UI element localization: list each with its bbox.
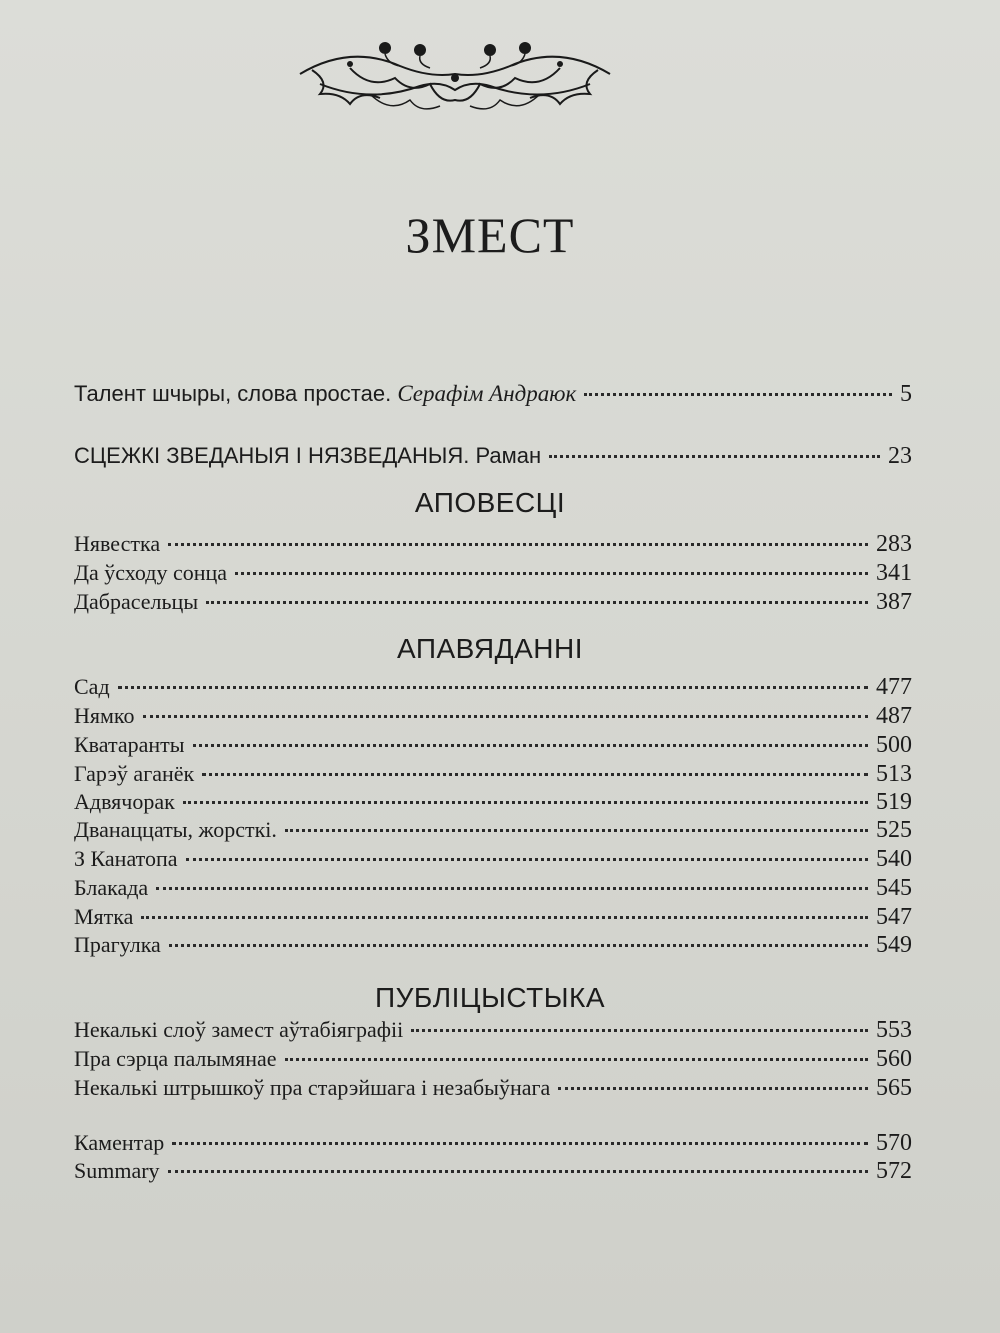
toc-entry	[74, 1046, 912, 1076]
toc-entry	[74, 381, 912, 411]
dot-leader	[285, 829, 868, 832]
dot-leader	[118, 686, 868, 689]
entry-label: Некалькі штрышкоў пра старэйшага і незабыўнага	[74, 1075, 551, 1100]
page-number: 513	[876, 761, 912, 787]
page-title: ЗМЕСТ	[405, 207, 575, 263]
entry-label: Блакада	[74, 875, 149, 900]
toc-entry	[74, 1017, 912, 1047]
toc-entry	[74, 875, 912, 905]
toc-entry	[74, 1130, 912, 1160]
dot-leader	[411, 1029, 868, 1032]
page-number: 525	[876, 817, 912, 843]
entry-label: Некалькі слоў замест аўтабіяграфіі	[74, 1017, 404, 1042]
dot-leader	[183, 801, 868, 804]
page-number: 387	[876, 589, 912, 615]
entry-label: Дабрасельцы	[74, 589, 199, 614]
dot-leader	[235, 572, 868, 575]
section-title-journalism: ПУБЛІЦЫСТЫКА	[374, 982, 606, 1013]
page-number: 23	[888, 443, 912, 469]
entry-author: Серафім Андраюк	[397, 381, 577, 406]
toc-entry	[74, 703, 912, 733]
toc-entry	[74, 932, 912, 962]
toc-entry	[74, 789, 912, 819]
entry-label: Пра сэрца палымянае	[74, 1046, 277, 1071]
toc-entry	[74, 761, 912, 791]
entry-label: Дванаццаты, жорсткі.	[74, 817, 277, 842]
page-number: 572	[876, 1158, 912, 1184]
dot-leader	[193, 744, 868, 747]
dot-leader	[206, 601, 868, 604]
entry-label: Summary	[74, 1158, 160, 1183]
dot-leader	[285, 1058, 868, 1061]
entry-label: Да ўсходу сонца	[74, 560, 228, 585]
toc-entry	[74, 1158, 912, 1188]
dot-leader	[549, 455, 880, 458]
dot-leader	[202, 773, 868, 776]
entry-label: Нявестка	[74, 531, 161, 556]
page-number: 500	[876, 732, 912, 758]
page-number: 283	[876, 531, 912, 557]
toc-entry	[74, 732, 912, 762]
toc-entry	[74, 674, 912, 704]
page-number: 341	[876, 560, 912, 586]
vine-ornament-icon	[290, 34, 620, 120]
entry-label: Прагулка	[74, 932, 161, 957]
page-number: 549	[876, 932, 912, 958]
section-title-novellas: АПОВЕСЦІ	[414, 487, 566, 518]
page-number: 545	[876, 875, 912, 901]
dot-leader	[558, 1087, 868, 1090]
toc-entry	[74, 1075, 912, 1105]
page-number: 540	[876, 846, 912, 872]
dot-leader	[168, 1170, 868, 1173]
toc-entry	[74, 443, 912, 473]
page-number: 547	[876, 904, 912, 930]
entry-label: СЦЕЖКІ ЗВЕДАНЫЯ І НЯЗВЕДАНЫЯ. Раман	[74, 443, 542, 468]
page-number: 487	[876, 703, 912, 729]
page-number: 565	[876, 1075, 912, 1101]
dot-leader	[141, 916, 868, 919]
page-number: 570	[876, 1130, 912, 1156]
entry-label: Нямко	[74, 703, 135, 728]
toc-entry	[74, 904, 912, 934]
entry-label: З Канатопа	[74, 846, 178, 871]
dot-leader	[172, 1142, 868, 1145]
page-number: 5	[900, 381, 912, 407]
page-number: 553	[876, 1017, 912, 1043]
entry-label: Гарэў аганёк	[74, 761, 195, 786]
page-number: 477	[876, 674, 912, 700]
toc-entry	[74, 589, 912, 619]
page-number: 519	[876, 789, 912, 815]
dot-leader	[156, 887, 868, 890]
toc-entry	[74, 560, 912, 590]
toc-entry	[74, 846, 912, 876]
entry-label: Адвячорак	[74, 789, 175, 814]
entry-label: Талент шчыры, слова простае.	[74, 381, 398, 406]
entry-label: Мятка	[74, 904, 134, 929]
page-number: 560	[876, 1046, 912, 1072]
entry-label: Каментар	[74, 1130, 165, 1155]
dot-leader	[168, 543, 868, 546]
section-title-stories: АПАВЯДАННІ	[397, 633, 583, 664]
dot-leader	[186, 858, 868, 861]
entry-label: Сад	[74, 674, 110, 699]
toc-entry	[74, 817, 912, 847]
dot-leader	[584, 393, 892, 396]
dot-leader	[169, 944, 868, 947]
entry-label: Кватаранты	[74, 732, 185, 757]
dot-leader	[143, 715, 869, 718]
toc-entry	[74, 531, 912, 561]
